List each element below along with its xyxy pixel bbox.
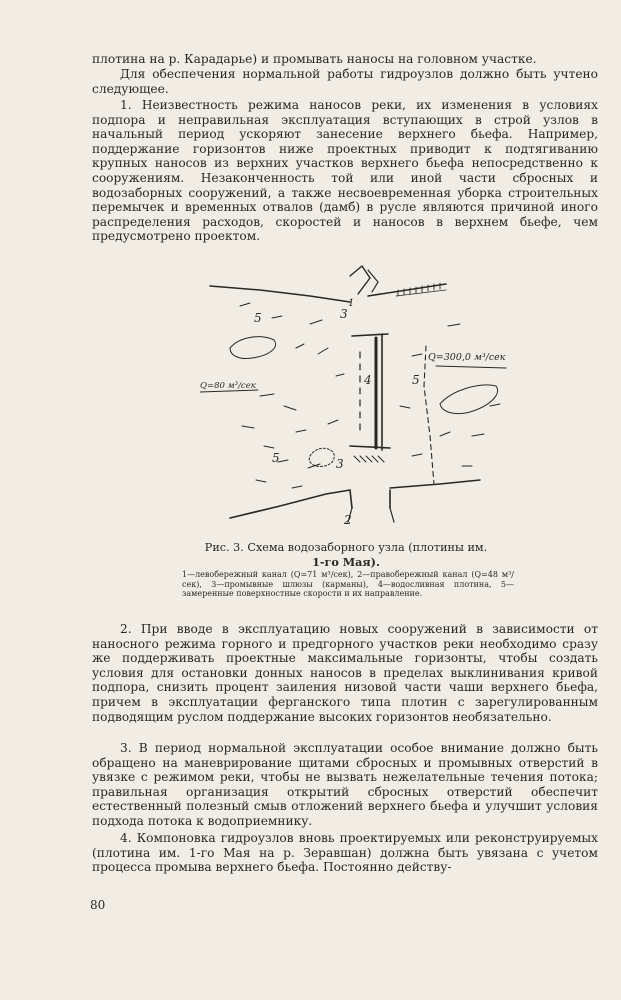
caption-line-1: Рис. 3. Схема водозаборного узла (плотины им.	[204, 541, 488, 554]
paragraph-intro: Для обеспечения нормальной работы гидроузлов должно быть учтено следующее.	[92, 67, 598, 96]
paragraph-continuation: плотина на р. Карадарье) и промывать наносы на головном участке.	[92, 52, 537, 66]
dam-scheme-figure	[200, 256, 530, 534]
flow-rate-left: Q=80 м³/сек	[200, 381, 256, 391]
label-5-right: 5	[412, 373, 420, 387]
paragraph-item-1: 1. Неизвестность режима наносов реки, их изменения в условиях подпора и неправильная эксплуатация вступающих в строй узлов в начальный период ускоряют занесение верхнего бьефа. Например, поддержание горизонтов ниже проектных приводит к подтягиванию крупных наносов из верхних участков верхнего бьефа непосредственно к сооружениям. Незаконченность той или иной части сбросных и водозаборных сооружений, а также несвоевременная уборка строительных перемычек и временных отвалов (дамб) в русле являются причиной иного распределения расходов, скоростей и наносов в верхнем бьефе, чем предусмотрено проектом.	[92, 98, 598, 244]
label-4: 4	[364, 373, 372, 387]
label-3-top: 3	[340, 307, 348, 321]
figure-legend: 1—левобережный канал (Q=71 м³/сек), 2—правобережный канал (Q=48 м³/сек), 3—промывные шлюзы (карманы), 4—водосливная плотина, 5—замеренные поверхностные скорости и их направление.	[182, 570, 514, 599]
label-5-top: 5	[254, 311, 262, 325]
label-2: 2	[344, 513, 352, 527]
label-5-bottom: 5	[272, 451, 280, 465]
paragraph-item-4: 4. Компоновка гидроузлов вновь проектируемых или реконструируемых (плотина им. 1-го Мая на р. Зеравшан) должна быть увязана с учетом процесса промыва верхнего бьефа. Постоянно действу-	[92, 831, 598, 875]
figure-caption	[186, 541, 506, 569]
label-3-bottom: 3	[336, 457, 344, 471]
paragraph-item-3: 3. В период нормальной эксплуатации особое внимание должно быть обращено на маневрирование щитами сбросных и промывных отверстий в увязке с режимом реки, чтобы не вызвать нежелательные течения потока; правильная организация открытий сбросных отверстий обеспечит естественный полезный смыв отложений верхнего бьефа и улучшит условия подхода потока к водоприемнику.	[92, 741, 598, 828]
label-1: 1	[348, 298, 355, 309]
paragraph-item-2: 2. При вводе в эксплуатацию новых сооружений в зависимости от наносного режима горного и предгорного участков реки необходимо сразу же поддерживать проектные максимальные горизонты, чтобы создать условия для остановки донных наносов в пределах выклинивания кривой подпора, снизить процент заиления низовой части чаши верхнего бьефа, причем в эксплуатации ферганского типа плотин с зарегулированным подводящим руслом поддержание высоких горизонтов необязательно.	[92, 622, 598, 724]
page-number: 80	[90, 898, 106, 912]
caption-line-2: 1-го Мая).	[312, 555, 380, 569]
flow-rate-right: Q=300,0 м³/сек	[428, 352, 506, 363]
